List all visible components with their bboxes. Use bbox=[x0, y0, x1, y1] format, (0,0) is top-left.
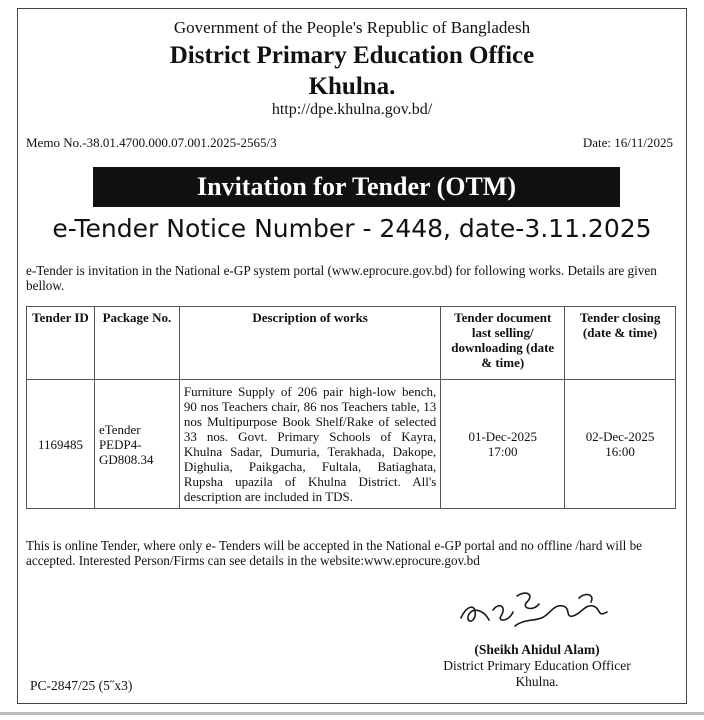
notice-number-line: e-Tender Notice Number - 2448, date-3.11.2025 bbox=[52, 214, 652, 243]
office-website: http://dpe.khulna.gov.bd/ bbox=[271, 101, 433, 118]
banner-title: Invitation for Tender (OTM) bbox=[196, 172, 516, 201]
signatory-name: (Sheikh Ahidul Alam) bbox=[474, 642, 600, 657]
office-city: Khulna. bbox=[308, 73, 396, 100]
cell-tender-id: 1169485 bbox=[27, 380, 95, 509]
cell-description: Furniture Supply of 206 pair high-low bench, 90 nos Teachers chair, 86 nos Teachers table, 13 nos Multipurpose Book Shelf/Rake of selected 33 nos. Govt. Primary Schools of Kayra, Khulna Sadar, Dumuria, Terakhada, Dakope, Dighulia, Paikgacha, Fultala, Batiaghata, Rupsha upazila of Khulna District. All's description are included in TDS. bbox=[179, 380, 440, 509]
closing-date: 02-Dec-2025 bbox=[585, 429, 655, 444]
signatory-title: District Primary Education Officer bbox=[443, 658, 631, 673]
cell-closing bbox=[565, 380, 676, 509]
last-selling-time: 17:00 bbox=[487, 444, 518, 459]
header-tender-id: Tender ID bbox=[27, 307, 95, 380]
closing-time: 16:00 bbox=[605, 444, 635, 459]
header-last-selling: Tender document last selling/ downloading (date & time) bbox=[441, 307, 565, 380]
cell-package: eTender PEDP4-GD808.34 bbox=[94, 380, 179, 509]
bottom-divider bbox=[0, 712, 704, 715]
memo-date: Date: 16/11/2025 bbox=[582, 135, 673, 150]
header-description: Description of works bbox=[179, 307, 440, 380]
intro-paragraph: e-Tender is invitation in the National e-GP system portal (www.eprocure.gov.bd) for following works. Details are given bellow. bbox=[26, 263, 657, 293]
cell-last-selling bbox=[441, 380, 565, 509]
footer-paragraph: This is online Tender, where only e- Tenders will be accepted in the National e-GP portal and no offline /hard will be accepted. Interested Person/Firms can see details in the website:www.eprocure.gov.bd bbox=[26, 538, 643, 568]
pc-code: PC-2847/25 (5˝x3) bbox=[30, 678, 133, 693]
tender-table bbox=[26, 306, 676, 509]
government-line: Government of the People's Republic of Bangladesh bbox=[173, 18, 531, 37]
tender-banner bbox=[93, 167, 620, 207]
header-package: Package No. bbox=[94, 307, 179, 380]
office-title: District Primary Education Office bbox=[169, 42, 535, 69]
signature-scribble bbox=[455, 582, 620, 640]
memo-number: Memo No.-38.01.4700.000.07.001.2025-2565/3 bbox=[26, 135, 277, 150]
table-header-row bbox=[27, 307, 676, 380]
last-selling-date: 01-Dec-2025 bbox=[468, 429, 538, 444]
signatory-city: Khulna. bbox=[515, 674, 559, 689]
table-row bbox=[27, 380, 676, 509]
header-closing: Tender closing (date & time) bbox=[565, 307, 676, 380]
